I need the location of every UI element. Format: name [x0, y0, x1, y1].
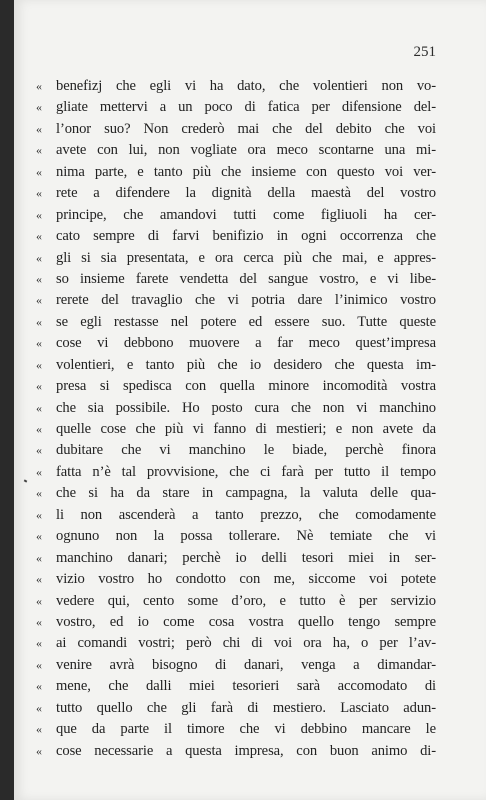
- line-text: presa si spedisca con quella minore incomodità vostra: [56, 378, 436, 395]
- quote-mark: «: [36, 229, 42, 244]
- line-text: fatta n’è tal provvisione, che ci farà per tutto il tempo: [56, 463, 436, 480]
- line-text: rete a difendere la dignità della maestà del vostro: [56, 185, 436, 202]
- quote-mark: «: [36, 743, 42, 758]
- quote-mark: «: [36, 657, 42, 672]
- quote-mark: «: [36, 186, 42, 201]
- quote-mark: «: [36, 529, 42, 544]
- line-text: ai comandi vostri; però chi di voi ora ha, o per l’av-: [56, 635, 436, 652]
- line-text: cato sempre di farvi benifizio in ogni occorrenza che: [56, 228, 436, 245]
- book-page: [14, 0, 486, 800]
- text-line: [36, 528, 436, 549]
- quote-mark: «: [36, 593, 42, 608]
- text-line: [36, 421, 436, 442]
- body-text: [36, 78, 436, 764]
- line-text: volentieri, e tanto più che io desidero che questa im-: [56, 356, 436, 373]
- line-text: quelle cose che più vi fanno di mestieri; e non avete da: [56, 421, 436, 437]
- quote-mark: «: [36, 143, 42, 158]
- quote-mark: «: [36, 700, 42, 715]
- text-line: [36, 721, 436, 742]
- quote-mark: «: [36, 614, 42, 629]
- line-text: venire avrà bisogno di danari, venga a dimandar-: [56, 656, 436, 673]
- quote-mark: «: [36, 443, 42, 458]
- text-line: [36, 442, 436, 463]
- line-text: tutto quello che gli farà di mestiero. Lasciato adun-: [56, 699, 436, 716]
- text-line: [36, 593, 436, 614]
- text-line: [36, 635, 436, 656]
- quote-mark: «: [36, 250, 42, 265]
- text-line: [36, 571, 436, 592]
- quote-mark: «: [36, 636, 42, 651]
- quote-mark: «: [36, 379, 42, 394]
- line-text: cose vi debbono muovere a far meco quest’impresa: [56, 335, 436, 352]
- text-line: [36, 250, 436, 271]
- text-line: [36, 657, 436, 678]
- line-text: che si ha da stare in campagna, la valuta delle qua-: [56, 485, 436, 502]
- text-line: [36, 271, 436, 292]
- text-line: [36, 614, 436, 635]
- quote-mark: «: [36, 207, 42, 222]
- line-text: gli si sia presentata, e ora cerca più che mai, e appres-: [56, 249, 436, 266]
- quote-mark: «: [36, 572, 42, 587]
- text-line: [36, 207, 436, 228]
- line-text: che sia possibile. Ho posto cura che non vi manchino: [56, 399, 436, 416]
- text-line: [36, 357, 436, 378]
- quote-mark: «: [36, 164, 42, 179]
- text-line: [36, 292, 436, 313]
- quote-mark: «: [36, 271, 42, 286]
- line-text: que da parte il timore che vi debbino mancare le: [56, 721, 436, 738]
- line-text: cose necessarie a questa impresa, con buon animo di-: [56, 742, 436, 759]
- text-line: [36, 78, 436, 99]
- quote-mark: «: [36, 464, 42, 479]
- line-text: li non ascenderà a tanto prezzo, che comodamente: [56, 506, 436, 523]
- quote-mark: «: [36, 336, 42, 351]
- line-text: manchino danari; perchè io delli tesori miei in ser-: [56, 549, 436, 566]
- line-text: principe, che amandovi tutti come figliuoli ha cer-: [56, 206, 436, 223]
- line-text: rerete del travaglio che vi potria dare l’inimico vostro: [56, 292, 436, 309]
- quote-mark: «: [36, 293, 42, 308]
- line-text: vizio vostro ho condotto con me, siccome voi potete: [56, 571, 436, 588]
- quote-mark: «: [36, 400, 42, 415]
- text-line: [36, 507, 436, 528]
- line-text: vedere qui, cento some d’oro, e tutto è per servizio: [56, 592, 436, 609]
- text-line: [36, 400, 436, 421]
- quote-mark: «: [36, 79, 42, 93]
- quote-mark: «: [36, 121, 42, 136]
- quote-mark: «: [36, 679, 42, 694]
- text-line: [36, 378, 436, 399]
- text-line: [36, 743, 436, 764]
- text-line: [36, 550, 436, 571]
- text-line: [36, 678, 436, 699]
- text-line: [36, 314, 436, 335]
- text-line: [36, 185, 436, 206]
- text-line: [36, 464, 436, 485]
- line-text: vostro, ed io come cosa vostra quello tengo sempre: [56, 613, 436, 630]
- paper-speck: [24, 479, 28, 482]
- text-line: [36, 700, 436, 721]
- line-text: gliate mettervi a un poco di fatica per difensione del-: [56, 99, 436, 116]
- text-line: [36, 121, 436, 142]
- quote-mark: «: [36, 486, 42, 501]
- quote-mark: «: [36, 100, 42, 115]
- line-text: ognuno non la possa tollerare. Nè temiate che vi: [56, 528, 436, 545]
- quote-mark: «: [36, 722, 42, 737]
- line-text: so insieme farete vendetta del sangue vostro, e vi libe-: [56, 270, 436, 287]
- page-number: 251: [413, 44, 436, 60]
- text-line: [36, 164, 436, 185]
- quote-mark: «: [36, 357, 42, 372]
- quote-mark: «: [36, 550, 42, 565]
- line-text: dubitare che vi manchino le biade, perchè finora: [56, 442, 436, 459]
- line-text: mene, che dalli miei tesorieri sarà accomodato di: [56, 678, 436, 695]
- line-text: benefizj che egli vi ha dato, che volentieri non vo-: [56, 78, 436, 94]
- quote-mark: «: [36, 422, 42, 436]
- text-line: [36, 485, 436, 506]
- line-text: nima parte, e tanto più che insieme con questo voi ver-: [56, 163, 436, 180]
- line-text: l’onor suo? Non crederò mai che del debito che voi: [56, 120, 436, 137]
- quote-mark: «: [36, 314, 42, 329]
- quote-mark: «: [36, 507, 42, 522]
- line-text: avete con lui, non vogliate ora meco scontarne una mi-: [56, 142, 436, 159]
- text-line: [36, 99, 436, 120]
- text-line: [36, 228, 436, 249]
- text-line: [36, 335, 436, 356]
- line-text: se egli restasse nel potere ed essere suo. Tutte queste: [56, 313, 436, 330]
- text-line: [36, 142, 436, 163]
